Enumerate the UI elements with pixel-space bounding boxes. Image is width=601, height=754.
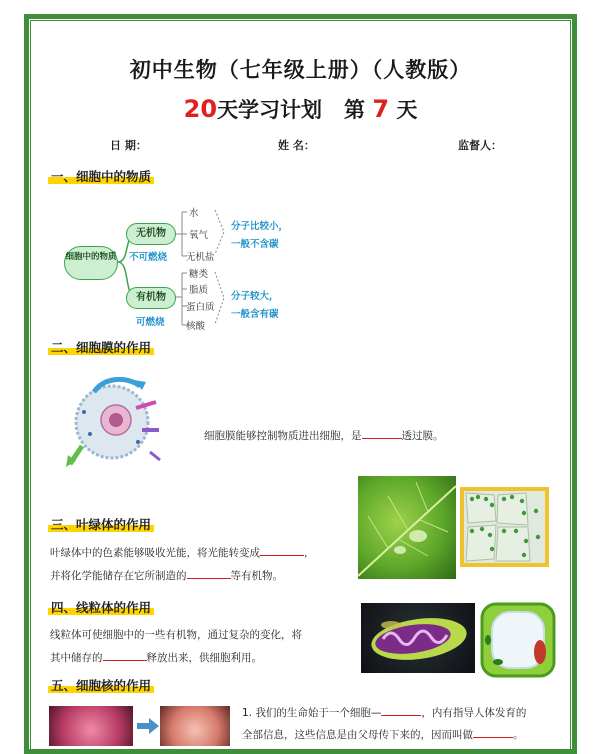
membrane-blank[interactable] — [362, 428, 402, 439]
item-water: 水 — [189, 208, 199, 219]
embryo-photo — [160, 706, 230, 746]
plan-days: 20 — [183, 95, 218, 123]
egg-cell-photo — [49, 706, 133, 746]
leaf-photo — [358, 476, 456, 579]
leaf-veins — [358, 476, 456, 579]
mitochondria-blank[interactable] — [103, 650, 147, 661]
nucleus-line-2: 全部信息，这些信息是由父母传下来的，因而叫做 。 — [242, 729, 524, 741]
section-1-heading: 一、细胞中的物质 — [48, 166, 154, 185]
inorganic-desc-2: 一般不含碳 — [231, 239, 279, 250]
organic-desc-1: 分子较大， — [231, 291, 279, 302]
organic-node: 有机物 — [126, 287, 176, 309]
plan-text: 天学习计划 — [217, 98, 323, 122]
chloroplast-cells — [464, 491, 545, 563]
organic-desc-2: 一般含有碳 — [231, 309, 279, 320]
mitochondria-line-2: 其中储存的 释放出来，供细胞利用。 — [50, 652, 262, 664]
nucleus-blank-1[interactable] — [381, 705, 421, 716]
section-2-heading: 二、细胞膜的作用 — [48, 337, 154, 356]
section-4-heading: 四、线粒体的作用 — [48, 597, 154, 616]
plan-subtitle — [0, 94, 601, 124]
mitochondria-line-1: 线粒体可使细胞中的一些有机物，通过复杂的变化，将 — [50, 629, 302, 641]
day-prefix: 第 — [344, 98, 365, 122]
section-3-heading: 三、叶绿体的作用 — [48, 514, 154, 533]
page-title: 初中生物（七年级上册）（人教版） — [129, 58, 472, 82]
chloroplast-cells-photo — [460, 487, 549, 567]
plant-cell — [478, 600, 558, 680]
inorganic-node: 无机物 — [126, 223, 176, 245]
mitochondrion — [361, 603, 475, 673]
supervisor-label: 监督人： — [458, 139, 502, 152]
item-salt: 无机盐 — [186, 252, 215, 263]
nucleus-blank-2[interactable] — [473, 727, 513, 738]
cell-membrane-illustration — [64, 372, 164, 472]
item-sugar: 糖类 — [189, 269, 209, 280]
inorganic-note: 不可燃烧 — [129, 252, 168, 263]
mitochondria-photo — [361, 603, 475, 673]
item-nucleic-acid: 核酸 — [186, 321, 206, 332]
chloroplast-blank-2[interactable] — [187, 568, 231, 579]
name-label: 姓 名： — [278, 139, 315, 152]
organic-note: 可燃烧 — [136, 317, 165, 328]
date-label: 日 期： — [110, 139, 147, 152]
day-number: 7 — [372, 95, 390, 123]
plant-cell-photo — [478, 600, 558, 680]
chloroplast-line-2: 并将化学能储存在它所制造的 等有机物。 — [50, 570, 283, 582]
item-oxygen: 氧气 — [189, 230, 209, 241]
arrow-right-icon — [137, 718, 159, 734]
root-node: 细胞中的物质 — [64, 246, 118, 280]
chloroplast-line-1: 叶绿体中的色素能够吸收光能，将光能转变成 ， — [50, 547, 315, 559]
item-lipid: 脂质 — [189, 285, 209, 296]
inorganic-desc-1: 分子比较小， — [231, 221, 289, 232]
item-protein: 蛋白质 — [186, 302, 215, 313]
membrane-sentence: 细胞膜能够控制物质进出细胞，是 透过膜。 — [204, 430, 444, 442]
nucleus-line-1: 1. 我们的生命始于一个细胞— ，内有指导人体发育的 — [242, 707, 527, 719]
section-5-heading: 五、细胞核的作用 — [48, 675, 154, 694]
day-suffix: 天 — [396, 98, 418, 122]
chloroplast-blank-1[interactable] — [260, 545, 304, 556]
